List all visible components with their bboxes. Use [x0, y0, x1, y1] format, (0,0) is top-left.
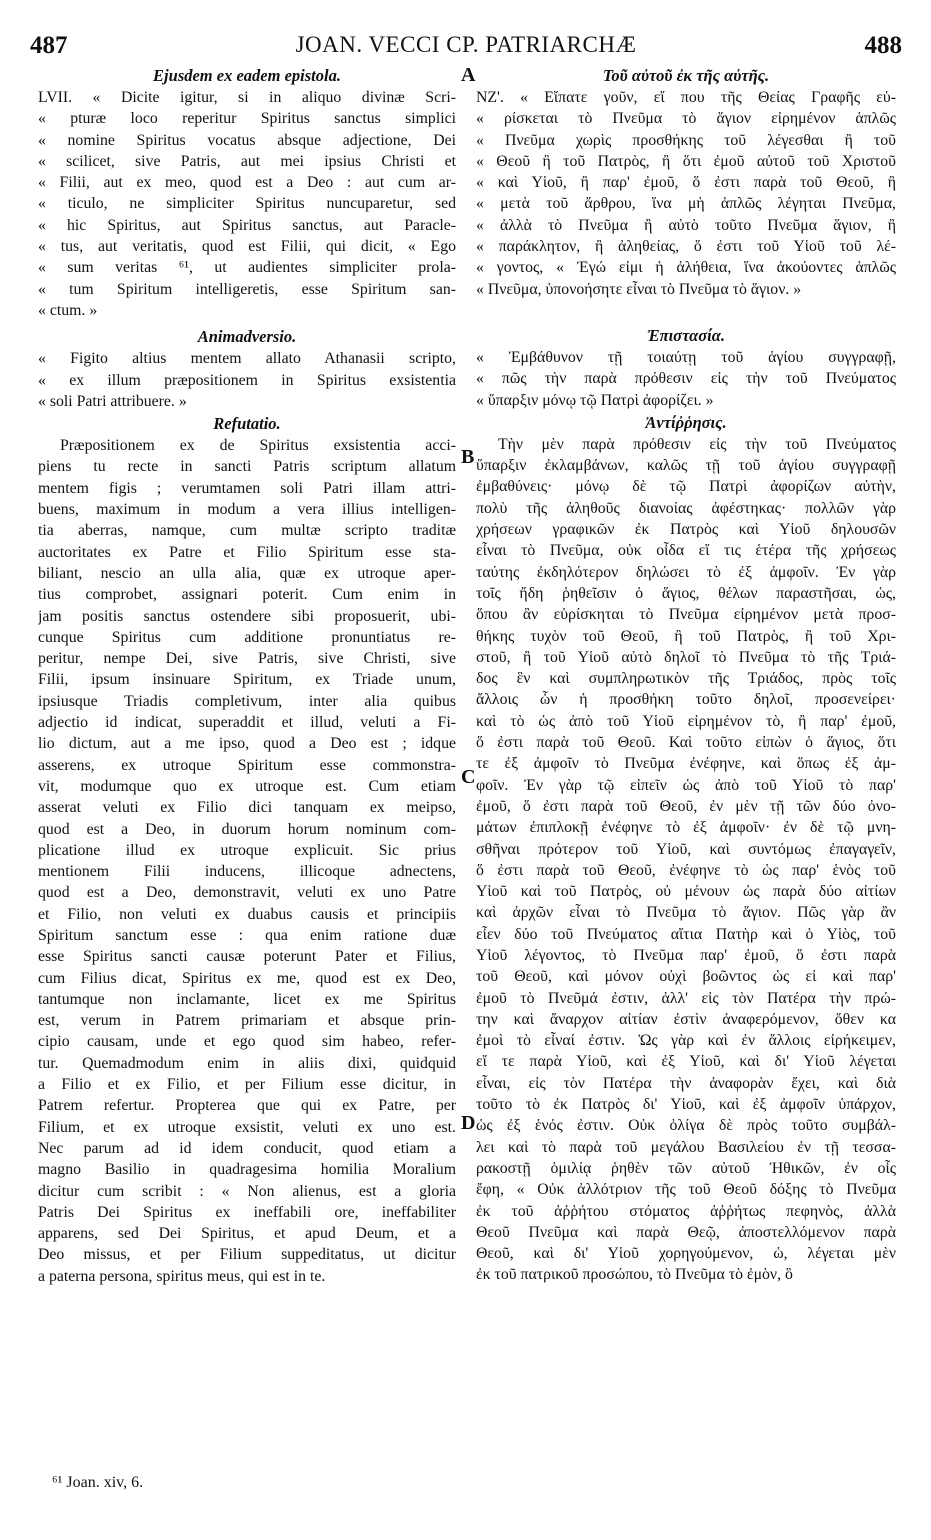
text-line: τε ἐξ ἀμφοῖν τὸ Πνεῦμα ἐνέφηνε, καὶ ὅπως ἐξ ἀμ- [476, 755, 896, 773]
text-line: dicitur cum scribit : « Non alienus, est a gloria [38, 1182, 456, 1200]
text-line: την καὶ ἄναρχον αἰτίαν ἐστὶν ἀναφερόμενον, ὅθεν κα [476, 1010, 896, 1028]
text-line: δος ἓν καὶ συμπληρωτικὸν τῆς Τριάδος, πρὸς τοῖς [476, 670, 896, 688]
page-number-left: 487 [30, 32, 68, 59]
text-line: magno Basilio in quadragesima homilia Moralium [38, 1161, 456, 1179]
text-line: μάτων ἐπιπλοκῇ ἐνέφηνε τὸ ἐξ ἀμφοῖν· ἐν δὲ τῷ μνη- [476, 819, 896, 837]
text-line: cipio causam, unde et ego quod sim habeo, refer- [38, 1033, 456, 1051]
greek-column [476, 64, 896, 1286]
text-line: « hic Spiritus, aut Spiritus sanctus, aut Paracle- [38, 216, 456, 234]
text-line: « ex illum præpositionem in Spiritus exsistentia [38, 371, 456, 389]
page-number-right: 488 [864, 32, 902, 59]
text-line: τοῦτο τὸ ἐκ Πατρὸς δι' Υἱοῦ, καὶ ἐξ ἀμφοῖν ὑπάρχον, [476, 1096, 896, 1114]
text-line: « μετὰ τοῦ ἄρθρου, ἵνα μὴ ἁπλῶς λέγηται Πνεῦμα, [476, 195, 896, 213]
text-line: Nec parum ad id idem conducit, quod etiam a [38, 1139, 456, 1157]
text-line: Filium, et ex utroque exsistit, veluti ex uno est. [38, 1118, 456, 1136]
text-line: Θεοῦ, καὶ δι' Υἱοῦ χορηγούμενον, ὡ, λέγεται μὲν [476, 1245, 896, 1263]
text-line: « Figito altius mentem allato Athanasii scripto, [38, 350, 456, 368]
text-line: « πῶς τὴν παρὰ πρόθεσιν εἰς τὴν τοῦ Πνεύματος [476, 370, 896, 388]
text-line: « sum veritas ⁶¹, ut audientes simpliciter prola- [38, 259, 456, 277]
margin-marker-d: D [461, 1112, 476, 1134]
text-line: Υἱοῦ καὶ τοῦ Πατρὸς, οὐ μένουν ὡς παρὰ δύο αἰτίων [476, 883, 896, 901]
text-line: auctoritates ex Patre et Filio Spiritum esse sta- [38, 543, 456, 561]
text-line: « Πνεῦμα χωρὶς προσθήκης τοῦ λέγεσθαι ἢ τοῦ [476, 131, 896, 149]
page-header [30, 18, 902, 58]
text-line: ρακοστῇ ὁμιλίᾳ ῥηθὲν τῶν αὐτοῦ Ἠθικῶν, ἐν οἷς [476, 1159, 896, 1177]
text-line: cum Filius dicat, Spiritus ex me, quod est ex Deo, [38, 969, 456, 987]
text-line: a paterna persona, spiritus meus, qui est in te. [38, 1267, 326, 1285]
text-line: ὕπαρξιν ἐκλαμβάνων, καλῶς τῇ τοῦ ἁγίου συγγραφῇ [476, 457, 896, 475]
text-line: « Filii, aut ex meo, quod est a Deo : aut cum ar- [38, 174, 456, 192]
text-line: « Ἐμβάθυνον τῇ τοιαύτῃ τοῦ ἁγίου συγγραφῇ, [476, 348, 896, 366]
text-line: χρήσεων γραφικῶν ἐκ Πατρὸς καὶ Υἱοῦ δηλουσῶν [476, 521, 896, 539]
text-line: ipsiusque Triadis completivum, inter alia quibus [38, 692, 456, 710]
text-line: ἄλλοις ὧν ἡ προσθήκη τοῦτο δηλοῖ, προσενείρει· [476, 691, 896, 709]
footnote: ⁶¹ Joan. xiv, 6. [52, 1474, 144, 1491]
text-line: peritur, nempe Dei, sive Patris, sive Christi, sive [38, 650, 456, 668]
text-line: « ἀλλὰ τὸ Πνεῦμα ἢ αὐτὸ τοῦτο Πνεῦμα ἅγιον, ἢ [476, 216, 896, 234]
text-line: mentionem Filii inducens, illicoque adnectens, [38, 863, 456, 881]
text-line: Præpositionem ex de Spiritus exsistentia acci- [60, 437, 456, 455]
margin-marker-c: C [461, 766, 476, 788]
text-line: « Πνεῦμα, ὑπονοήσητε εἶναι τὸ Πνεῦμα τὸ ἅγιον. » [476, 280, 802, 298]
text-line: ἐκ τοῦ ἀῤῥήτου στόματος ἀῤῥήτως πεφηνὸς, ἀλλὰ [476, 1202, 896, 1220]
text-line: « soli Patri attribuere. » [38, 392, 187, 410]
body-text [38, 435, 456, 1287]
text-line: piens tu recte in sancti Patris scriptum allatum [38, 458, 456, 476]
body-text [476, 434, 896, 1286]
text-line: ἐμοῦ, ὅ ἐστι παρὰ τοῦ Θεοῦ, ἐν μὲν τῇ τῶν δύο ὀνο- [476, 797, 896, 815]
text-line: « tus, aut veritatis, quod est Filii, qui dicit, « Ego [38, 238, 456, 256]
text-line: εἴ τε παρὰ Υἱοῦ, καὶ ἐξ Υἱοῦ, καὶ δι' Υἱοῦ λέγεται [476, 1053, 896, 1071]
section-heading: Ἀντίῤῥησις. [645, 412, 727, 432]
section-heading: Refutatio. [213, 414, 281, 434]
text-line: τοῖς ἤδη ῥηθεῖσιν ὁ ἅγιος, θέλων παραστῆσαι, ὡς, [476, 584, 896, 602]
text-line: « καὶ Υἱοῦ, ἢ παρ' ἐμοῦ, ὅ ἐστι παρὰ τοῦ Θεοῦ, ἢ [476, 174, 896, 192]
text-line: « γοντος, « Ἐγώ εἰμι ἡ ἀλήθεια, ἵνα ἀκούοντες ἁπλῶς [476, 259, 896, 277]
text-line: καὶ ἀρχῶν εἶναι τὸ Πνεῦμα τὸ ἅγιον. Πῶς γὰρ ἂν [476, 904, 896, 922]
text-line: Patrem refertur. Propterea que qui ex Patre, per [38, 1097, 456, 1115]
text-line: asserat veluti ex Filio dici tanquam ex meipso, [38, 799, 456, 817]
text-line: « ὕπαρξιν μόνῳ τῷ Πατρὶ ἀφορίζει. » [476, 391, 714, 409]
text-line: ὅπου ἂν εὑρίσκηται τὸ Πνεῦμα εἰρημένον μετὰ προσ- [476, 606, 896, 624]
text-line: ἐμβαθύνεις· μόνῳ δὲ τῷ Πατρὶ ἀφορίζων αὐτὴν, [476, 478, 896, 496]
text-line: tius comprobet, assignari poterit. Cum enim in [38, 586, 456, 604]
text-line: « scilicet, sive Patris, aut mei ipsius Christi et [38, 152, 456, 170]
text-line: εἶναι τὸ Πνεῦμα, οὐκ οἶδα εἴ τις ἑτέρα τῆς χρήσεως [476, 542, 896, 560]
text-line: LVII. « Dicite igitur, si in aliquo divinæ Scri- [38, 89, 456, 106]
text-line: tantumque non inclamante, licet ex me Spiritus [38, 990, 456, 1008]
text-line: « ctum. » [38, 301, 98, 319]
text-line: στοῦ, ἢ τοῦ Υἱοῦ αὐτὸ δηλοῖ τὸ Πνεῦμα τὸ τῆς Τριά- [476, 648, 896, 666]
text-line: λει καὶ τὸ παρὰ τοῦ μεγάλου Βασιλείου ἐν τῇ τεσσα- [476, 1138, 896, 1156]
text-line: καὶ τὸ ὡς ἀπὸ τοῦ Υἱοῦ εἰρημένον τὸ, ἢ παρ' ἐμοῦ, [476, 712, 896, 730]
text-line: ὡς ἐξ ἑνός ἐστιν. Οὐκ ὀλίγα δὲ πρὸς τοῦτο συμβάλ- [476, 1117, 896, 1135]
text-line: mentem figis ; verumtamen soli Patri illam attri- [38, 479, 456, 497]
text-line: Patris Dei Spiritus ex ineffabili ore, ineffabiliter [38, 1203, 456, 1221]
text-line: Τὴν μὲν παρὰ πρόθεσιν εἰς τὴν τοῦ Πνεύματος [498, 435, 896, 453]
text-line: τοῦ Θεοῦ, καὶ μόνον οὐχὶ βοῶντος ὡς εἰ καὶ παρ' [476, 968, 896, 986]
text-line: ὅ ἐστι παρὰ τοῦ Θεοῦ, ἐνέφηνε τὸ ὡς παρ' ἑνὸς τοῦ [476, 861, 896, 879]
text-line: tur. Quemadmodum enim in aliis dixi, quidquid [38, 1054, 456, 1072]
text-line: Deo missus, et per Filium suppeditatus, ut dicitur [38, 1246, 456, 1264]
running-title: JOAN. VECCI CP. PATRIARCHÆ [295, 32, 637, 57]
text-line: adjectio id indicat, superaddit et illud, veluti a Fi- [38, 714, 456, 732]
text-line: plicatione illud ex utroque explicuit. Sic prius [38, 841, 456, 859]
text-line: « παράκλητον, ἢ ἀληθείας, ὅ ἐστι τοῦ Υἱοῦ τοῦ λέ- [476, 238, 896, 256]
text-line: εἶεν δύο τοῦ Πνεύματος αἴτια Πατὴρ καὶ ὁ Υἱὸς, τοῦ [476, 925, 896, 943]
latin-column [38, 64, 456, 1287]
text-line: φοῖν. Ἐν γὰρ τῷ εἰπεῖν ὡς ἀπὸ τοῦ Υἱοῦ τὸ παρ' [476, 776, 896, 794]
text-line: πολὺ τῆς ἀληθοῦς διανοίας ἀφέστηκας· πολλῶν γὰρ [476, 499, 896, 517]
text-line: et Filio, non veluti ex duabus causis et principiis [38, 905, 456, 923]
text-line: εἶναι, εἰς τὸν Πατέρα τὴν ἀναφορὰν ἔχει, καὶ διὰ [476, 1074, 896, 1092]
text-line: jam positis sanctus ostendere sibi proposuerit, ubi- [38, 607, 456, 625]
section-heading: Animadversio. [197, 327, 297, 347]
text-line: asserens, ex utroque Spiritum esse commonstra- [38, 756, 456, 774]
text-line: ἔφη, « Οὐκ ἀλλότριον τῆς τοῦ Θεοῦ δόξης τὸ Πνεῦμα [476, 1181, 896, 1199]
text-line: Υἱοῦ λέγοντος, τὸ Πνεῦμα παρ' ἐμοῦ, ὅ ἐστι παρὰ [476, 946, 896, 964]
quote-block [476, 87, 896, 300]
text-line: apparens, sed Dei Spiritus, et apud Deum, et a [38, 1225, 456, 1243]
quote-block [476, 347, 896, 411]
text-line: θήκης τυχὸν τοῦ Θεοῦ, ἢ τοῦ Πατρὸς, ἢ τοῦ Χρι- [476, 627, 896, 645]
text-line: buens, maximum in modum a vera illius intelligen- [38, 501, 456, 519]
text-line: quod est a Deo, in duorum horum nominum com- [38, 820, 456, 838]
text-line: ΝΖ'. « Εἴπατε γοῦν, εἴ που τῆς Θείας Γραφῆς εὑ- [476, 89, 896, 106]
text-line: ἐμοὶ τὸ εἶναί ἐστιν. Ὡς γὰρ καὶ ἐν ἄλλοις εἰρήκειμεν, [476, 1032, 896, 1050]
section-heading: Ἐπιστασία. [646, 325, 726, 345]
text-line: « tum Spiritum intelligeretis, esse Spiritum san- [38, 280, 456, 298]
margin-marker-b: B [461, 446, 475, 468]
text-line: cunque Spiritus cum additione pronuntiatus re- [38, 628, 456, 646]
text-line: vit, modumque quo ex utroque est. Cum etiam [38, 777, 456, 795]
text-line: σθῆναι πρότερον τοῦ Υἱοῦ, καὶ συντόμως ἐπαγαγεῖν, [476, 840, 896, 858]
text-line: Filii, ipsum insinuare Spiritum, ex Triade unum, [38, 671, 456, 689]
text-line: quod est a Deo, demonstravit, veluti ex uno Patre [38, 884, 456, 902]
text-line: ταύτης ἐκδηλότερον δηλώσει τὸ ἐξ ἀμφοῖν. Ἐν γὰρ [476, 563, 896, 581]
text-line: esse Spiritus sancti causæ poterunt Pater et Filius, [38, 948, 456, 966]
text-line: ἐμοῦ τὸ Πνεῦμά ἐστιν, ἀλλ' εἰς τὸν Πατέρα τὴν πρώ- [476, 989, 896, 1007]
text-line: biliant, nescio an ulla alia, quæ ex utroque aper- [38, 564, 456, 582]
text-line: lio dictum, aut a me ipso, quod a Deo est ; idque [38, 735, 456, 753]
text-line: « nomine Spiritus vocatus absque adjectione, Dei [38, 131, 456, 149]
text-line: ὅ ἐστι παρὰ τοῦ Θεοῦ. Καὶ τοῦτο εἰπὼν ὁ ἅγιος, ὅτι [476, 734, 896, 752]
text-line: « Θεοῦ ἢ τοῦ Πατρὸς, ἢ ὅτι ἐμοῦ αὐτοῦ τοῦ Χριστοῦ [476, 152, 896, 170]
text-line: tia aberras, namque, cum multæ scripto traditæ [38, 522, 456, 540]
text-line: a Filio et ex Filio, et per Filium esse dicitur, in [38, 1076, 456, 1094]
quote-block [38, 87, 456, 321]
text-line: est, verum in Patrem primariam et absque prin- [38, 1012, 456, 1030]
section-heading: Τοῦ αὐτοῦ ἐκ τῆς αὐτῆς. [602, 66, 770, 85]
text-line: Θεοῦ Πνεῦμα καὶ παρὰ Θεῷ, ἀποστελλόμενον παρὰ [476, 1223, 896, 1241]
margin-marker-a: A [461, 64, 476, 86]
section-heading: Ejusdem ex eadem epistola. [153, 66, 341, 85]
text-line: « ticulo, ne simpliciter Spiritus nuncuparetur, sed [38, 195, 456, 213]
text-line: ἐκ τοῦ πατρικοῦ προσώπου, τὸ Πνεῦμα τὸ ἐμὸν, ὃ [476, 1266, 793, 1284]
text-line: « ρίσκεται τὸ Πνεῦμα τὸ ἅγιον εἰρημένον ἁπλῶς [476, 110, 896, 128]
quote-block [38, 348, 456, 412]
text-line: Spiritum sanctum esse : qua enim ratione duæ [38, 926, 456, 944]
text-line: « pturæ loco reperitur Spiritus sanctus simplici [38, 110, 456, 128]
